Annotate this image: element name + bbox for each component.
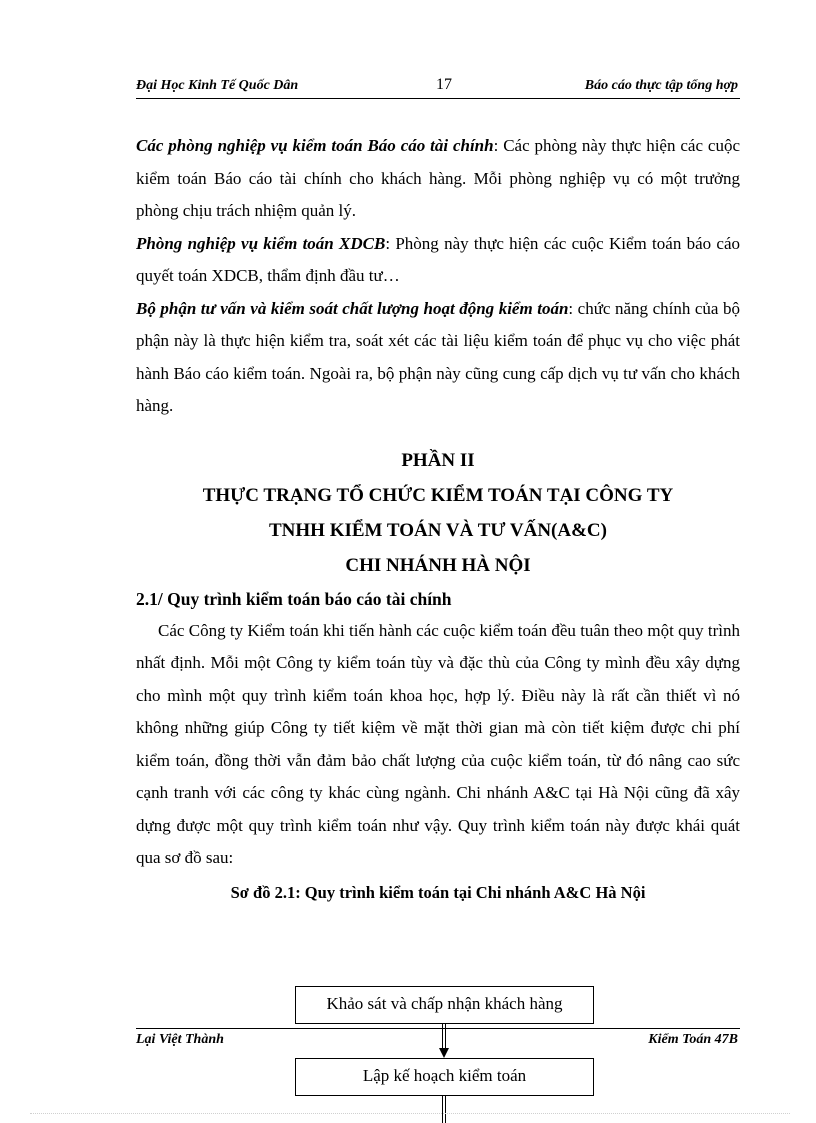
- part-heading-line4: CHI NHÁNH HÀ NỘI: [345, 554, 531, 576]
- diagram-caption: Sơ đồ 2.1: Quy trình kiểm toán tại Chi nhánh A&C Hà Nội: [230, 882, 646, 902]
- connector-line: [442, 1095, 443, 1123]
- paragraph-text: : chức năng chính của bộ phận này là thực hiện kiểm tra, soát xét các tài liệu kiểm toán để phục vụ cho việc phát hành Báo cáo kiểm toán. Ngoài ra, bộ phận này cũng cung cấp dịch vụ tư vấn cho khách hàng.: [136, 298, 741, 415]
- diagram-step-1: Khảo sát và chấp nhận khách hàng: [295, 986, 594, 1024]
- diagram-step-2: Lập kế hoạch kiểm toán: [295, 1058, 594, 1096]
- header-left: Đại Học Kinh Tế Quốc Dân: [136, 78, 299, 93]
- footer-right: Kiểm Toán 47B: [648, 1032, 738, 1047]
- part-heading-line2: THỰC TRẠNG TỔ CHỨC KIỂM TOÁN TẠI CÔNG TY: [202, 484, 674, 506]
- paragraph-audit-departments: [136, 130, 740, 228]
- paragraph-lead: Phòng nghiệp vụ kiểm toán XDCB: [136, 233, 386, 253]
- paragraph-lead: Các phòng nghiệp vụ kiểm toán Báo cáo tài chính: [136, 136, 494, 155]
- page-body: [136, 130, 740, 909]
- footer-left: Lại Việt Thành: [136, 1032, 224, 1047]
- header-right: Báo cáo thực tập tổng hợp: [584, 78, 738, 93]
- paragraph-quality-control: [136, 293, 740, 423]
- page-footer: [136, 1028, 740, 1047]
- section-body: Các Công ty Kiểm toán khi tiến hành các cuộc kiểm toán đều tuân theo một quy trình nhất định. Mỗi một Công ty kiểm toán tùy và đặc thù của Công ty mình đều xây dựng cho mình một quy trình kiểm toán khoa học, hợp lý. Điều này là rất cần thiết vì nó không những giúp Công ty tiết kiệm về mặt thời gian mà còn tiết kiệm được chi phí kiểm toán, đồng thời vẫn đảm bảo chất lượng của cuộc kiểm toán, từ đó nâng cao sức cạnh tranh với các công ty khác cùng ngành. Chi nhánh A&C tại Hà Nội cũng đã xây dựng được một quy trình kiểm toán như vậy. Quy trình kiểm toán này được khái quát qua sơ đồ sau:: [136, 620, 740, 867]
- page-number: 17: [436, 76, 452, 93]
- paragraph-lead: Bộ phận tư vấn và kiểm soát chất lượng hoạt động kiểm toán: [136, 298, 569, 318]
- part-heading-line1: PHẦN II: [401, 449, 475, 471]
- part-heading-line3: TNHH KIỂM TOÁN VÀ TƯ VẤN(A&C): [269, 519, 607, 541]
- page-edge-divider: [30, 1113, 790, 1114]
- paragraph-text: : Các phòng này thực hiện các cuộc kiểm toán Báo cáo tài chính cho khách hàng. Mỗi phòng nghiệp vụ có một trưởng phòng chịu trách nhiệm quản lý.: [136, 136, 740, 220]
- section-title: 2.1/ Quy trình kiểm toán báo cáo tài chính: [136, 588, 452, 609]
- paragraph-xdcb-department: [136, 228, 740, 293]
- arrow-down-icon: [439, 1048, 449, 1058]
- connector-line: [445, 1095, 446, 1123]
- paragraph-text: : Phòng này thực hiện các cuộc Kiểm toán báo cáo quyết toán XDCB, thẩm định đầu tư…: [136, 233, 741, 285]
- page-header: [136, 76, 740, 99]
